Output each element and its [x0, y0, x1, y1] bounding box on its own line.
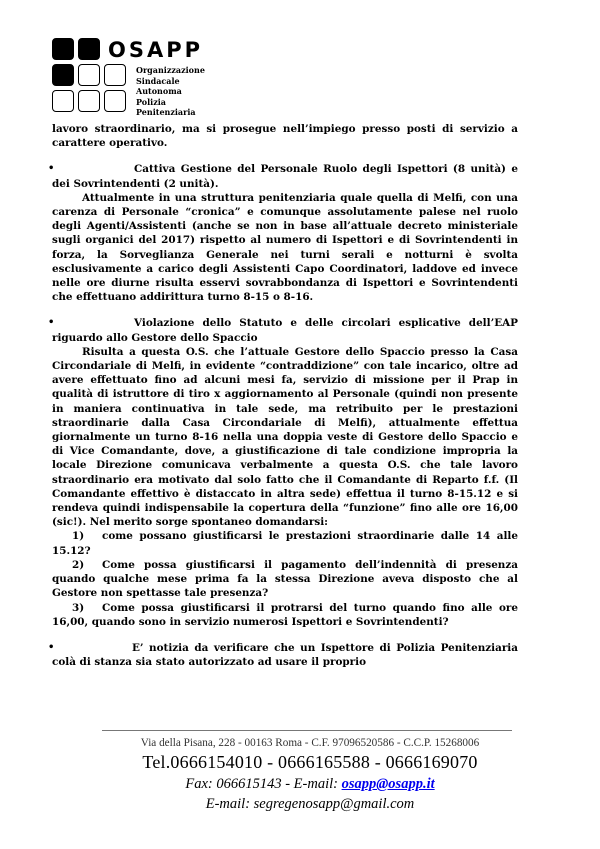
logo-line: Polizia [136, 96, 166, 107]
question-item [52, 601, 518, 629]
question-number: 3) [72, 601, 85, 614]
paragraph: Risulta a questa O.S. che l’attuale Gestore dello Spaccio presso la Casa Circondariale di Melfi, in evidente “contraddizione” con tale incarico, oltre ad avere effettuato fino ad alcuni mesi fa, servizio di missione per il Prap in qualità di istruttore di tiro x aggiornamento al Personale (quindi non presente in maniera continuativa in tale sede, ma retribuito per le prestazioni straordinarie dalla Casa Circondariale di Melfi), attualmente effettua giornalmente un turno 8-16 nella una doppia veste di Gestore dello Spaccio e di Vice Comandante, dove, a giustificazione di tale condizione impropria la locale Direzione comunicava verbalmente a questa O.S. che tale lavoro straordinario era motivato dal solo fatto che il Comandante di Reparto f.f. (Il Comandante effettivo è distaccato in altra sede) effettua il turno 8-15.12 e si rendeva quindi indispensabile la copertura della “funzione” fino alle ore 16,00 (sic!). Nel merito sorge spontaneo domandarsi: [52, 345, 518, 529]
logo-line: Penitenziaria [136, 107, 196, 117]
paragraph: Attualmente in una struttura penitenziaria quale quella di Melfi, con una carenza di Personale “cronica” e comunque assolutamente palese nel ruolo degli Agenti/Assistenti (anche se non in base all’attuale decreto ministeriale sugli organici del 2017) rispetto al numero di Ispettori e di Sovrintendenti in forza, la Sorveglianza Generale nei turni serali e notturni è svolta esclusivamente a carico degli Assistenti Capo Coordinatori, laddove ed invece nelle ore diurne risulta esservi sovrabbondanza di Ispettori e Sovrintendenti che effettuano addirittura turno 8-15 o 8-16. [52, 191, 518, 304]
document-body [48, 122, 518, 669]
bullet-heading [48, 316, 518, 344]
footer-fax-email [110, 776, 510, 793]
bullet-icon: • [48, 317, 55, 329]
footer-phone: Tel.0666154010 - 0666165588 - 0666169070 [142, 752, 478, 772]
question-number: 1) [72, 530, 85, 543]
osapp-logo [52, 38, 212, 130]
question-item [52, 529, 518, 557]
bullet-icon: • [48, 641, 55, 653]
bullet-heading [48, 641, 518, 669]
logo-line: Organizzazione [136, 65, 205, 75]
question-item [52, 558, 518, 601]
footer-email-secondary: E-mail: segregenosapp@gmail.com [205, 796, 415, 812]
bullet-heading [48, 162, 518, 190]
footer-address: Via della Pisana, 228 - 00163 Roma - C.F. 97096520586 - C.C.P. 15268006 [140, 737, 480, 749]
logo-line: Autonoma [136, 86, 182, 96]
bullet-heading-text: E’ notizia da verificare che un Ispettore di Polizia Penitenziaria colà di stanza sia stato autorizzato ad usare il proprio [52, 641, 518, 669]
footer-divider [102, 730, 512, 731]
paragraph: lavoro straordinario, ma si prosegue nell’impiego presso posti di servizio a carattere operativo. [52, 123, 518, 150]
question-text: Come possa giustificarsi il protrarsi del turno quando fino alle ore 16,00, quando sono in servizio numerosi Ispettori e Sovrintendenti? [52, 601, 518, 628]
question-number: 2) [72, 558, 85, 571]
question-text: come possano giustificarsi le prestazioni straordinarie dalle 14 alle 15.12? [52, 530, 518, 557]
bullet-heading-text: Violazione dello Statuto e delle circolari esplicative dell’EAP riguardo allo Gestore dello Spaccio [52, 317, 518, 344]
footer-fax: Fax: 066615143 - E-mail: [185, 776, 342, 792]
logo-line: Sindacale [136, 75, 180, 86]
bullet-icon: • [48, 163, 55, 175]
bullet-heading-text: Cattiva Gestione del Personale Ruolo degli Ispettori (8 unità) e dei Sovrintendenti (2 unità). [52, 163, 518, 190]
email-link[interactable]: osapp@osapp.it [341, 776, 435, 792]
question-text: Come possa giustificarsi il pagamento dell’indennità di presenza quando qualche mese prima fa la stessa Direzione aveva disposto che al Gestore non spettasse tale presenza? [52, 558, 518, 600]
logo-title: OSAPP [108, 38, 204, 62]
logo-subtitle [136, 65, 205, 118]
